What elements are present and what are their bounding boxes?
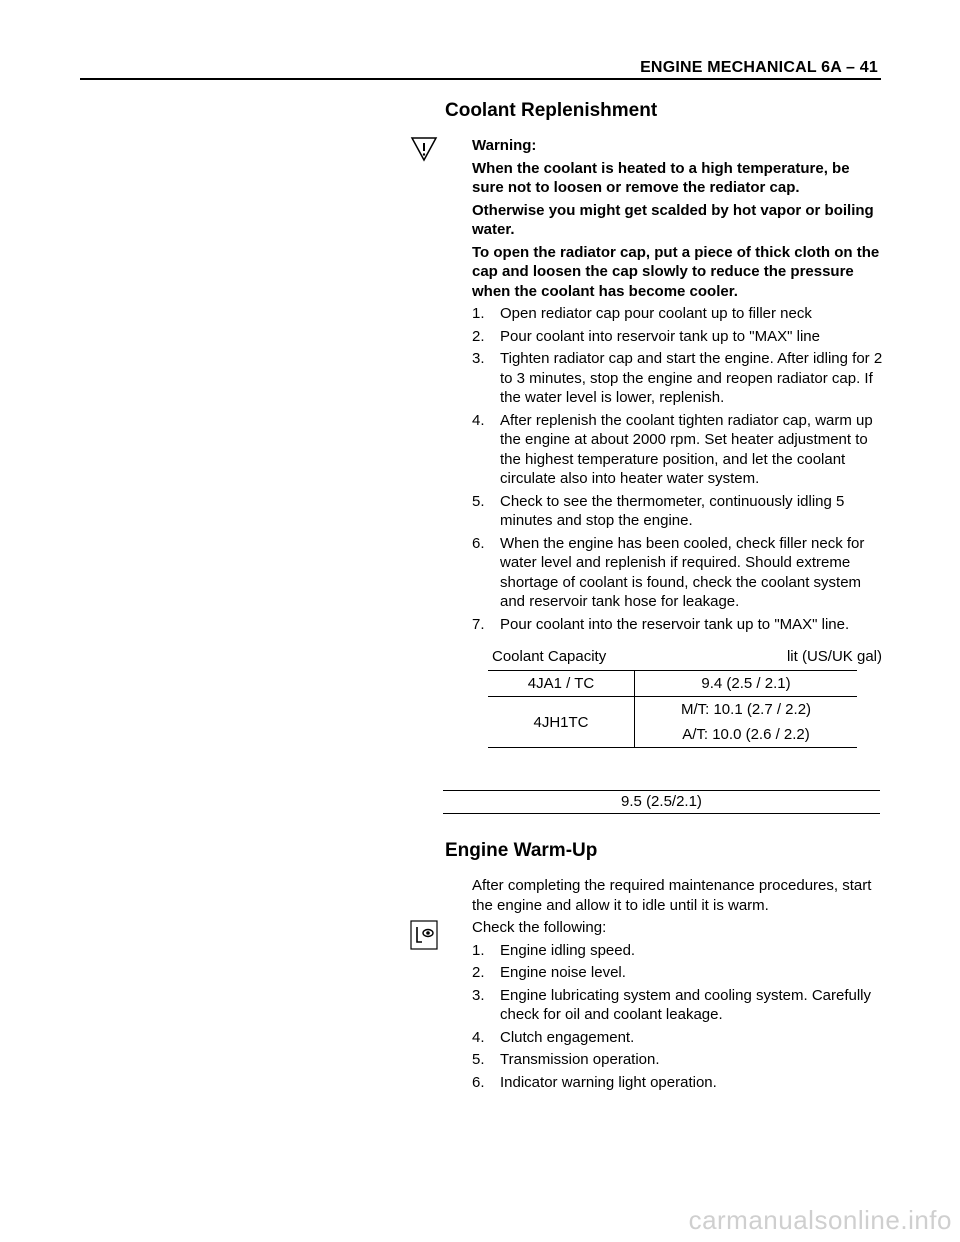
warning-paragraph: To open the radiator cap, put a piece of thick cloth on the cap and loosen the cap slowly to reduce the pressure when the coolant has become cooler. bbox=[472, 243, 880, 300]
table-row bbox=[488, 697, 857, 723]
capacity-unit: lit (US/UK gal) bbox=[786, 648, 882, 665]
step-text: Clutch engagement. bbox=[500, 1028, 635, 1046]
list-item bbox=[472, 1073, 884, 1093]
step-text: When the engine has been cooled, check filler neck for water level and replenish if required. Should extreme shortage of coolant is found, check the coolant system and reservoir tank hose for leakage. bbox=[500, 534, 865, 610]
step-number: 2. bbox=[472, 964, 485, 981]
table-row bbox=[488, 671, 857, 697]
step-number: 2. bbox=[472, 327, 485, 345]
inspect-eye-icon bbox=[410, 920, 438, 950]
watermark: carmanualsonline.info bbox=[688, 1205, 952, 1235]
step-text: Indicator warning light operation. bbox=[500, 1073, 717, 1091]
list-item bbox=[472, 941, 884, 961]
page-header: ENGINE MECHANICAL 6A – 41 bbox=[640, 59, 878, 76]
step-text: Pour coolant into reservoir tank up to "MAX" line bbox=[500, 327, 820, 345]
warmup-steps-list bbox=[472, 941, 884, 1093]
check-label: Check the following: bbox=[472, 919, 607, 936]
warning-label: Warning: bbox=[472, 137, 537, 154]
list-item bbox=[472, 327, 884, 347]
list-item bbox=[472, 615, 884, 635]
step-text: After replenish the coolant tighten radiator cap, warm up the engine at about 2000 rpm. Set heater adjustment to the highest temperature position, and let the coolant circulate also into heater water system. bbox=[500, 411, 873, 487]
step-text: Check to see the thermometer, continuously idling 5 minutes and stop the engine. bbox=[500, 492, 845, 529]
table-cell-model: 4JA1 / TC bbox=[488, 671, 635, 697]
warning-paragraph: Otherwise you might get scalded by hot vapor or boiling water. bbox=[472, 201, 874, 238]
note-rule-bottom bbox=[443, 813, 880, 814]
warning-paragraph: When the coolant is heated to a high temperature, be sure not to loosen or remove the rediator cap. bbox=[472, 159, 850, 196]
capacity-label: Coolant Capacity bbox=[492, 648, 607, 665]
step-number: 6. bbox=[472, 534, 485, 552]
capacity-header bbox=[492, 648, 882, 665]
step-number: 5. bbox=[472, 492, 485, 510]
list-item bbox=[472, 492, 884, 531]
list-item bbox=[472, 1050, 884, 1070]
step-text: Open rediator cap pour coolant up to filler neck bbox=[500, 305, 812, 322]
step-number: 1. bbox=[472, 305, 485, 322]
list-item bbox=[472, 986, 884, 1025]
list-item bbox=[472, 349, 884, 408]
list-item bbox=[472, 534, 884, 612]
table-cell-value: A/T: 10.0 (2.6 / 2.2) bbox=[635, 722, 858, 748]
step-text: Transmission operation. bbox=[500, 1051, 660, 1068]
warmup-section-title: Engine Warm-Up bbox=[445, 840, 598, 861]
note-rule-top bbox=[443, 790, 880, 791]
step-text: Engine idling speed. bbox=[500, 941, 636, 959]
list-item bbox=[472, 411, 884, 489]
coolant-steps-list bbox=[472, 304, 884, 634]
list-item bbox=[472, 304, 884, 324]
step-number: 5. bbox=[472, 1051, 485, 1068]
warning-triangle-icon bbox=[410, 136, 438, 166]
header-rule bbox=[80, 78, 881, 80]
capacity-table bbox=[488, 670, 857, 748]
list-item bbox=[472, 1028, 884, 1048]
list-item bbox=[472, 963, 884, 983]
step-text: Pour coolant into the reservoir tank up to "MAX" line. bbox=[500, 615, 850, 633]
coolant-section-title: Coolant Replenishment bbox=[445, 100, 658, 121]
step-text: Engine noise level. bbox=[500, 964, 626, 981]
step-number: 7. bbox=[472, 615, 485, 633]
table-cell-value: 9.4 (2.5 / 2.1) bbox=[635, 671, 858, 697]
step-number: 4. bbox=[472, 1028, 485, 1046]
step-number: 3. bbox=[472, 350, 485, 367]
step-number: 1. bbox=[472, 941, 485, 959]
step-text: Engine lubricating system and cooling system. Carefully check for oil and coolant leakage. bbox=[500, 986, 872, 1023]
warmup-intro: After completing the required maintenance procedures, start the engine and allow it to idle until it is warm. bbox=[472, 877, 872, 914]
coolant-body bbox=[472, 136, 884, 637]
table-cell-value: M/T: 10.1 (2.7 / 2.2) bbox=[680, 701, 812, 718]
step-number: 3. bbox=[472, 986, 485, 1004]
warmup-body bbox=[472, 876, 884, 1095]
step-text: Tighten radiator cap and start the engine. After idling for 2 to 3 minutes, stop the engine and reopen radiator cap. If the water level is lower, replenish. bbox=[500, 350, 883, 406]
step-number: 6. bbox=[472, 1073, 485, 1091]
note-value: 9.5 (2.5/2.1) bbox=[621, 793, 702, 810]
table-cell-model: 4JH1TC bbox=[488, 697, 635, 748]
step-number: 4. bbox=[472, 411, 485, 429]
